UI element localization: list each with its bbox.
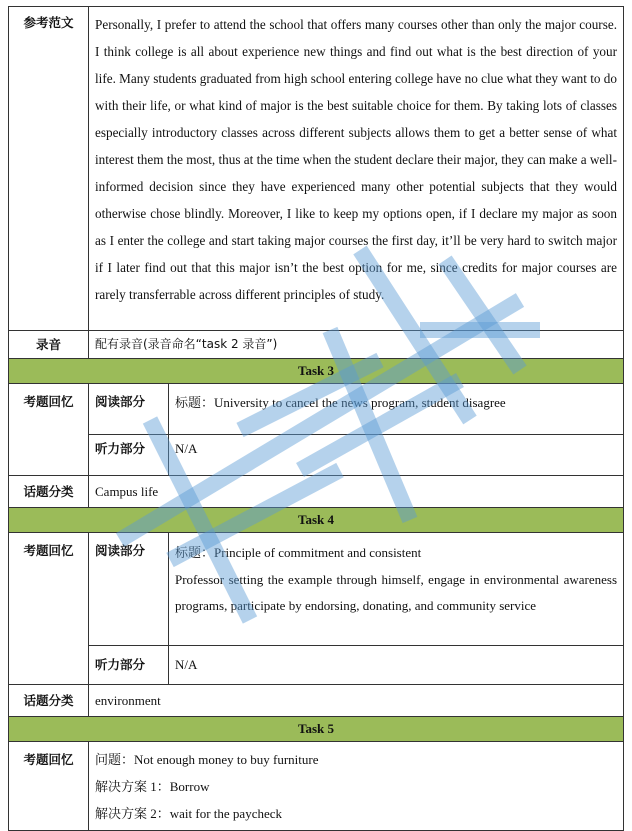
task4-listening-value: N/A bbox=[169, 646, 624, 685]
task4-reading-row bbox=[9, 533, 624, 646]
task3-reading-label: 阅读部分 bbox=[89, 384, 169, 435]
task4-reading-title: 标题：Principle of commitment and consistent bbox=[175, 545, 422, 560]
task4-reading-label: 阅读部分 bbox=[89, 533, 169, 646]
task5-solution-1: 解决方案 1：Borrow bbox=[95, 779, 210, 794]
task5-solution-2: 解决方案 2：wait for the paycheck bbox=[95, 806, 283, 821]
task5-problem: 问题：Not enough money to buy furniture bbox=[95, 752, 319, 767]
task3-topic-value: Campus life bbox=[89, 476, 624, 508]
sample-essay-row bbox=[9, 7, 624, 331]
task3-topic-label: 话题分类 bbox=[9, 476, 89, 508]
document-page bbox=[8, 6, 624, 831]
sample-essay-text: Personally, I prefer to attend the school that offers many courses other than only the major course. I think college is all about experience new things and find out what is the best direction of your life. Many students graduated from high school entering college have no clue what they want to do with their life, or what kind of major is the best suitable choice for them. By taking lots of classes especially introductory classes across different subjects allows them to get a better sense of what interest them the most, thus at the time when the student declare their major, they can make a well-informed decision since they have experienced many other potential subjects that they would otherwise chose blindly. Moreover, I like to keep my options open, if I declare my major as soon as I enter the college and start taking major courses the first day, it’ll be very hard to switch major if I later find out that this major isn’t the best option for me, since credits for major courses are rarely transferrable across different principles of study. bbox=[89, 7, 624, 331]
task4-reading-body: Professor setting the example through himself, engage in environmental awareness programs, participate by endorsing, donating, and community service bbox=[175, 571, 617, 613]
recording-value: 配有录音(录音命名“task 2 录音”) bbox=[89, 331, 624, 359]
task4-listening-label: 听力部分 bbox=[89, 646, 169, 685]
task3-reading-value: 标题：University to cancel the news program, student disagree bbox=[169, 384, 624, 435]
task5-recall-label: 考题回忆 bbox=[9, 742, 89, 831]
task4-recall-label: 考题回忆 bbox=[9, 533, 89, 685]
task5-recall-row bbox=[9, 742, 624, 831]
recording-row bbox=[9, 331, 624, 359]
task5-header: Task 5 bbox=[9, 717, 624, 742]
recording-label: 录音 bbox=[9, 331, 89, 359]
task5-header-row bbox=[9, 717, 624, 742]
task4-topic-row bbox=[9, 685, 624, 717]
task4-header-row bbox=[9, 508, 624, 533]
task4-topic-value: environment bbox=[89, 685, 624, 717]
task3-topic-row bbox=[9, 476, 624, 508]
answer-table bbox=[8, 6, 624, 831]
task4-topic-label: 话题分类 bbox=[9, 685, 89, 717]
task4-reading-content bbox=[169, 533, 624, 646]
sample-essay-label: 参考范文 bbox=[9, 7, 89, 331]
task3-recall-label: 考题回忆 bbox=[9, 384, 89, 476]
task3-listening-label: 听力部分 bbox=[89, 435, 169, 476]
task5-recall-content bbox=[89, 742, 624, 831]
task3-listening-row bbox=[9, 435, 624, 476]
task3-listening-value: N/A bbox=[169, 435, 624, 476]
task4-header: Task 4 bbox=[9, 508, 624, 533]
task3-header: Task 3 bbox=[9, 359, 624, 384]
task3-header-row bbox=[9, 359, 624, 384]
task3-reading-row bbox=[9, 384, 624, 435]
task4-listening-row bbox=[9, 646, 624, 685]
